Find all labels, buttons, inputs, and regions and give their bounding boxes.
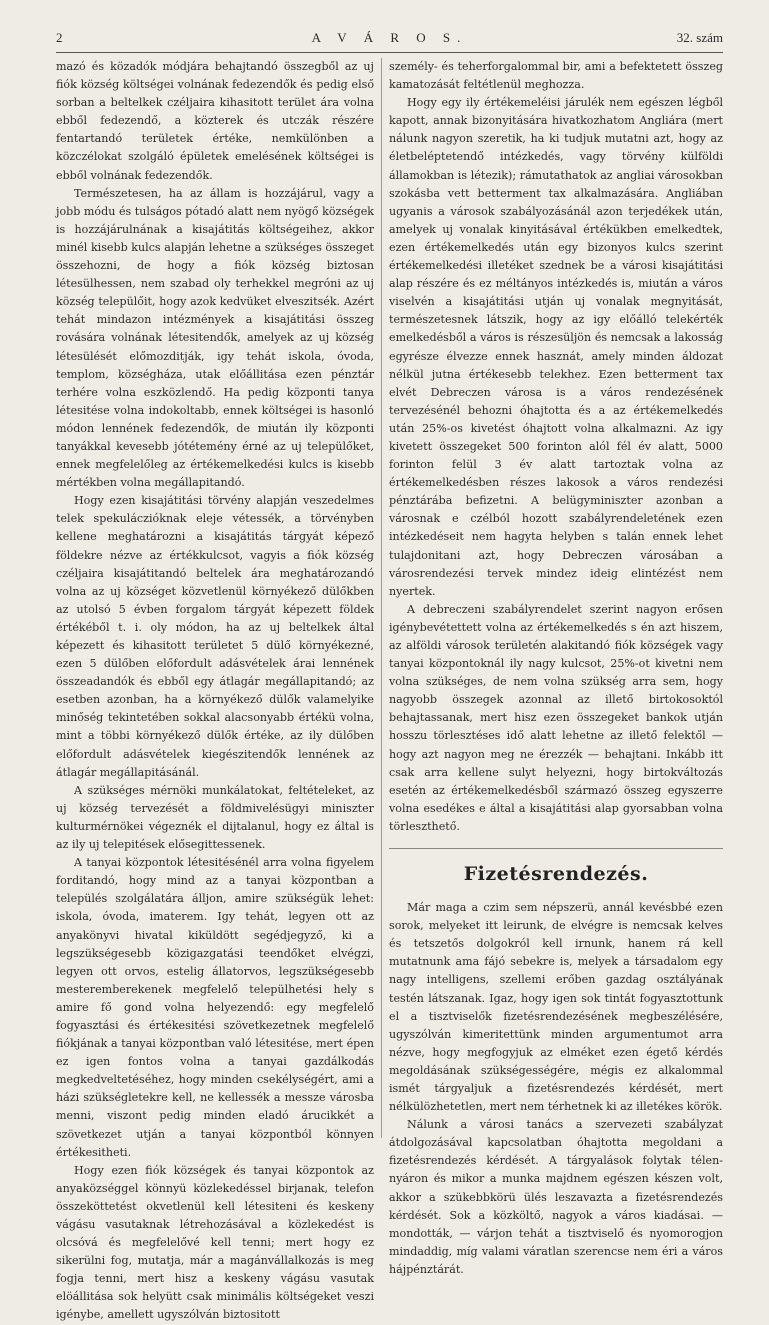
issue-number: 32. szám: [676, 30, 723, 45]
paragraph: Hogy ezen kisajátitási törvény alapján veszedelmes telek spekuláczióknak eleje vétessék, a törvényben kellene meghatározni a kisajátitás tárgyát képező földekre nézve az értékkulcsot, vagyis a fiók község czéljaira kisajátitandó beltelek ára meghatározandó volna az uj községet közvetlenül környékező dülőkben az utolsó 5 évben forgalom tárgyát képezett földek értékéből t. i. oly módon, ha az uj beltelkek által képezett és kihasitott területet 5 dülő környékezné, ezen 5 dülőben előfordult adásvételek árai lennének összeadandók és ebből egy átlagár megállapitandó; az esetben azonban, ha a környékező dülők valamelyike minőség tekintetében sokkal alacsonyabb értékü volna, mint a többi környékező dülők értéke, az ily dülőben előfordult adásvételek kiegészitendők lennének az átlagár megállapitásánál.: [56, 494, 374, 779]
paragraph: mazó és közadók módjára behajtandó összegből az uj fiók község költségei volnának fedezendők és pedig első sorban a beltelkek czéljaira kihasitott terület ára volna ebből fedezendő, a közterek és utczák részére fentartandó területek értéke, nemkülönben a közczélokat szolgáló épületek emelésének költségei is ebből volnának fedezendők.: [56, 60, 374, 182]
paragraph: Hogy ezen fiók községek és tanyai központok az anyaközséggel könnyü közlekedéssel birjanak, telefon összeköttetést okvetlenül kell létesiteni és keskeny vágásu vasutaknak létrehozásával a közlekedést is olcsóvá és megfelelővé kell tenni; mert hogy ez sikerülni fog, mutatja, már a magánvállalkozás is meg fogja tenni, mert hisz a keskeny vágásu vasutak elöállitása sok helyütt csak minimális költségeket veszi igénybe, amellett ugyszólván biztositott: [56, 1163, 374, 1322]
publication-title: A V Á R O S.: [311, 30, 468, 45]
paragraph: Már maga a czim sem népszerü, annál kevésbbé ezen sorok, melyeket itt leirunk, de elvégre is nemcsak kelves és tetszetős dolgokról kell irnunk, hanem rá kell mutatnunk ama fájó sebekre is, melyek a társadalom egy nagy intelligens, szellemi erőben gazdag osztályának testén látszanak. Igaz, hogy igen sok tintát fogyasztottunk el a tisztviselők fizetésrendezésének megbeszélésére, ugyszólván kimeritettünk minden argumentumot arra nézve, hogy megfogyjuk az elméket ezen égető kérdés megoldásának szükségességére, mégis ez alkalommal ismét tárgyaljuk a fizetésrendezés kérdését, mert nélkülözhetetlen, mert nem térhetnek ki az illetékes körök.: [389, 901, 723, 1114]
left-column: [56, 58, 374, 1325]
paragraph: A tanyai központok létesitésénél arra volna figyelem forditandó, hogy mind az a tanyai központban a település szolgálatára álljon, amire szükségük lehet: iskola, óvoda, imaterem. Igy tehát, legyen ott az anyakönyvi hivatal kiküldött segédjegyző, ki a legszükségesebb közigazgatási teendőket elvégzi, legyen ott orvos, estelig állatorvos, legszükségesebb mesteremberekenek megfelelő települhetési hely s amire fő gond volna helyezendő: egy megfelelő fogyasztási és értékesitési szövetkezetnek megfelelő fiókjának a tanyai központban való létesitése, mert épen ez igen fontos volna a tanyai gazdálkodás megkedveltetéséhez, hogy minden csekélységért, ami a házi szükségletekre kell, ne kellessék a messze városba menni, viszont pedig minden eladó árucikkét a szövetkezet utján a tanyai központból könnyen értékesitheti.: [56, 856, 374, 1159]
paragraph: A szükséges mérnöki munkálatokat, feltételeket, az uj község tervezését a földmivelésügyi miniszter kulturmérnökei végeznék el dijtalanul, hogy ez által is az ily uj telepitések elősegittessenek.: [56, 783, 374, 852]
page-header: [56, 30, 723, 50]
header-rule: [56, 52, 723, 53]
section-heading: Fizetésrendezés.: [463, 863, 649, 886]
paragraph: Nálunk a városi tanács a szervezeti szabályzat átdolgozásával kapcsolatban óhajtotta megoldani a fizetésrendezés kérdését. A tárgyalások folytak télen-nyáron és mikor a munka majdnem egészen készen volt, akkor a szükebbkörü ülés leszavazta a fizetésrendezés kérdését. Sok a közköltő, nagyok a város kiadásai. — mondották, — várjon tehát a tisztviselő és nyomorogjon mindaddig, míg valami váratlan szerencse nem éri a város hájpénztárát.: [389, 1118, 723, 1276]
paragraph: Hogy egy ily értékemeléisi járulék nem egészen légből kapott, annak bizonyitására hivatkozhatom Angliára (mert nálunk nagyon szeretik, ha ki tudjuk mutatni azt, hogy az életbeléptetendő intézkedés, vagy törvény külföldi államokban is létezik); rámutathatok az angliai városokban szokásba vett betterment tax alkalmazására. Angliában ugyanis a városok szabályozásánál azon terjedékek után, amelyek uj vonalak kinyitásával értékükben emelkedtek, ezen értékemelkedés után egy bizonyos kulcs szerint értékemelkedési illetéket szednek be a városi kisajátitási alap részére és ez méltányos intézkedés is, miután a város viselvén a kisajátitási utján uj vonalak megnyitását, természetesnek látszik, hogy az igy előálló telekérték emelkedésből a város is részesüljön és nemcsak a lakosság egyrésze élvezze ennek hasznát, amely minden áldozat nélkül jutna értékesebb telekhez. Ezen betterment tax elvét Debreczen városa is a város rendezésének tervezésénél behozni óhajtotta és a az értékemelkedés után 25%-os kivetést óhajtott volna alkalmazni. Az igy kivetett összegeket 500 forinton alól fél év alatt, 5000 forinton felül 3 év alatt tartoztak volna az értékemelkedésben részes lakosok a város rendezési pénztárába befizetni. A belügyminiszter azonban a városnak e czélból hozott szabályrendeletének ezen intézkedéseit nem hagyta helyben s talán ennek lehet tulajdonitani azt, hogy Debreczen városában a városrendezési tervek mindez ideig elintézést nem nyertek.: [389, 96, 723, 598]
paragraph: személy- és teherforgalommal bir, ami a befektetett összeg kamatozását feltétlenül meghozza.: [389, 60, 723, 92]
paragraph: Természetesen, ha az állam is hozzájárul, vagy a jobb módu és tulságos pótadó alatt nem nyögő községek is hozzájárulnának a kisajátitás költségeihez, akkor minél kisebb kulcs alapján lehetne a szükséges összeget összehozni, de hogy a fiók község biztosan létesülhessen, nem szabad oly terhekkel megróni az uj község települőit, hogy azok kedvüket elveszitsék. Azért tehát mindazon intézmények a kisajátitási összeg rovására volnának létesitendők, amelyek az uj község létesülését előmozditják, igy tehát iskola, óvoda, templom, községháza, utak előállitása ezen pénztár terhére volna eszközlendő. Ha pedig központi tanya létesitése volna indokoltabb, ennek költségei is hasonló módon lennének fedezendők, de miután ily központi tanyákkal kevesebb jótétemény érné az uj települőket, ennek megfelelőleg az értékemelkedési kulcs is kisebb mértékben volna megállapitandó.: [56, 186, 374, 490]
column-divider: [381, 58, 382, 1138]
section-rule: [389, 848, 723, 849]
page-number: 2: [56, 30, 63, 45]
right-column: [389, 58, 723, 1279]
paragraph: A debreczeni szabályrendelet szerint nagyon erősen igénybevétettett volna az értékemelkedés s én azt hiszem, az alföldi városok területén alakitandó fiók községek vagy tanyai központoknál ily nagy kulcsot, 25%-ot kivetni nem volna szükséges, de nem volna szükség arra sem, hogy nagyobb összegek azonnal az illető birtokosoktól behajtassanak, mert hisz ezen összegeket bankok utján hosszu törlesztéses idő alatt lehetne az illető felektől — hogy azt nagyon meg ne érezzék — behajtani. Inkább itt csak arra kellene sulyt helyezni, hogy birtokváltozás esetén az értékemelkedésből származó összeg egyszerre volna esedékes e által a kisajátitási alap gyorsabban volna törleszthető.: [389, 602, 723, 833]
